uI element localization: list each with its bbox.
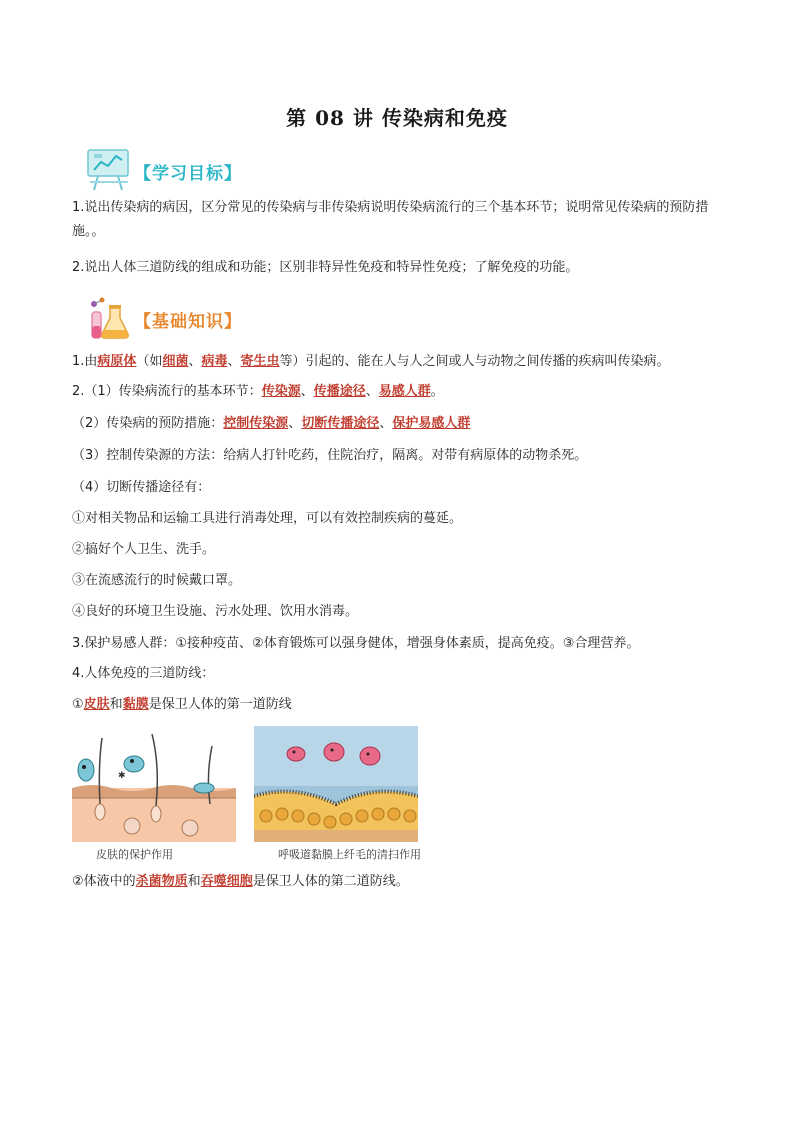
knowledge-p4: （3）控制传染源的方法：给病人打针吃药，住院治疗，隔离。对带有病原体的动物杀死。	[72, 448, 588, 463]
knowledge-p9: ④良好的环境卫生设施、污水处理、饮用水消毒。	[72, 604, 359, 619]
knowledge-p6: ①对相关物品和运输工具进行消毒处理，可以有效控制疾病的蔓延。	[72, 511, 463, 526]
knowledge-p10: 3.保护易感人群：①接种疫苗、②体育锻炼可以强身健体，增强身体素质，提高免疫。③合理营养。	[72, 636, 640, 651]
text: 是保卫人体的第二道防线。	[252, 874, 409, 889]
highlight-term: 病毒	[201, 354, 228, 369]
text: 、	[365, 384, 379, 399]
skin-protection-illustration	[72, 726, 236, 842]
text: 等）引起的、能在人与人之间或人与动物之间传播的疾病叫传染病。	[279, 354, 670, 369]
page-title: 第 08 讲 传染病和免疫	[286, 106, 508, 130]
knowledge-p3	[72, 412, 732, 436]
highlight-term: 吞噬细胞	[200, 874, 253, 889]
text: ②体液中的	[72, 874, 136, 889]
text: 、	[288, 416, 302, 431]
knowledge-p7: ②搞好个人卫生、洗手。	[72, 542, 216, 557]
skin-figure	[72, 726, 236, 862]
highlight-term: 切断传播途径	[301, 416, 380, 431]
knowledge-p1	[72, 350, 732, 374]
skin-figure-caption: 皮肤的保护作用	[96, 848, 173, 861]
knowledge-header	[86, 296, 242, 342]
knowledge-label: 【基础知识】	[134, 311, 242, 332]
knowledge-p13	[72, 870, 732, 894]
text: （2）传染病的预防措施：	[72, 416, 224, 431]
mucosa-figure-caption: 呼吸道黏膜上纤毛的清扫作用	[278, 848, 421, 861]
text: 和	[187, 874, 201, 889]
highlight-term: 控制传染源	[223, 416, 289, 431]
objectives-label: 【学习目标】	[134, 163, 242, 184]
highlight-term: 病原体	[97, 354, 137, 369]
text: 2.（1）传染病流行的基本环节：	[72, 384, 262, 399]
text: 、	[379, 416, 393, 431]
knowledge-p8: ③在流感流行的时候戴口罩。	[72, 573, 242, 588]
highlight-term: 传播途径	[313, 384, 366, 399]
highlight-term: 易感人群	[378, 384, 431, 399]
knowledge-p5: （4）切断传播途径有：	[72, 480, 211, 495]
objective-item-1: 1.说出传染病的病因，区分常见的传染病与非传染病说明传染病流行的三个基本环节；说明常见传染病的预防措施。。	[72, 200, 709, 239]
text: 。	[430, 384, 444, 399]
text: （如	[136, 354, 163, 369]
svg-text:✱: ✱	[118, 771, 126, 781]
text: 、	[188, 354, 202, 369]
text: 和	[109, 697, 123, 712]
highlight-term: 杀菌物质	[135, 874, 188, 889]
text: 1.由	[72, 354, 98, 369]
text: 、	[227, 354, 241, 369]
knowledge-p12	[72, 693, 732, 717]
highlight-term: 细菌	[162, 354, 189, 369]
figure-row	[72, 726, 421, 862]
presentation-board-icon	[86, 148, 132, 194]
text: 是保卫人体的第一道防线	[148, 697, 292, 712]
highlight-term: 传染源	[261, 384, 301, 399]
lab-flask-icon	[86, 296, 132, 342]
highlight-term: 皮肤	[83, 697, 110, 712]
objectives-header	[86, 148, 242, 194]
text: 、	[300, 384, 314, 399]
highlight-term: 保护易感人群	[392, 416, 471, 431]
highlight-term: 寄生虫	[240, 354, 280, 369]
objective-item-2: 2.说出人体三道防线的组成和功能；区别非特异性免疫和特异性免疫；了解免疫的功能。	[72, 260, 579, 275]
mucosa-figure	[254, 726, 421, 862]
knowledge-p11: 4.人体免疫的三道防线：	[72, 666, 215, 681]
text: ①	[72, 697, 84, 712]
respiratory-mucosa-illustration	[254, 726, 418, 842]
highlight-term: 黏膜	[122, 697, 149, 712]
knowledge-p2	[72, 380, 732, 404]
